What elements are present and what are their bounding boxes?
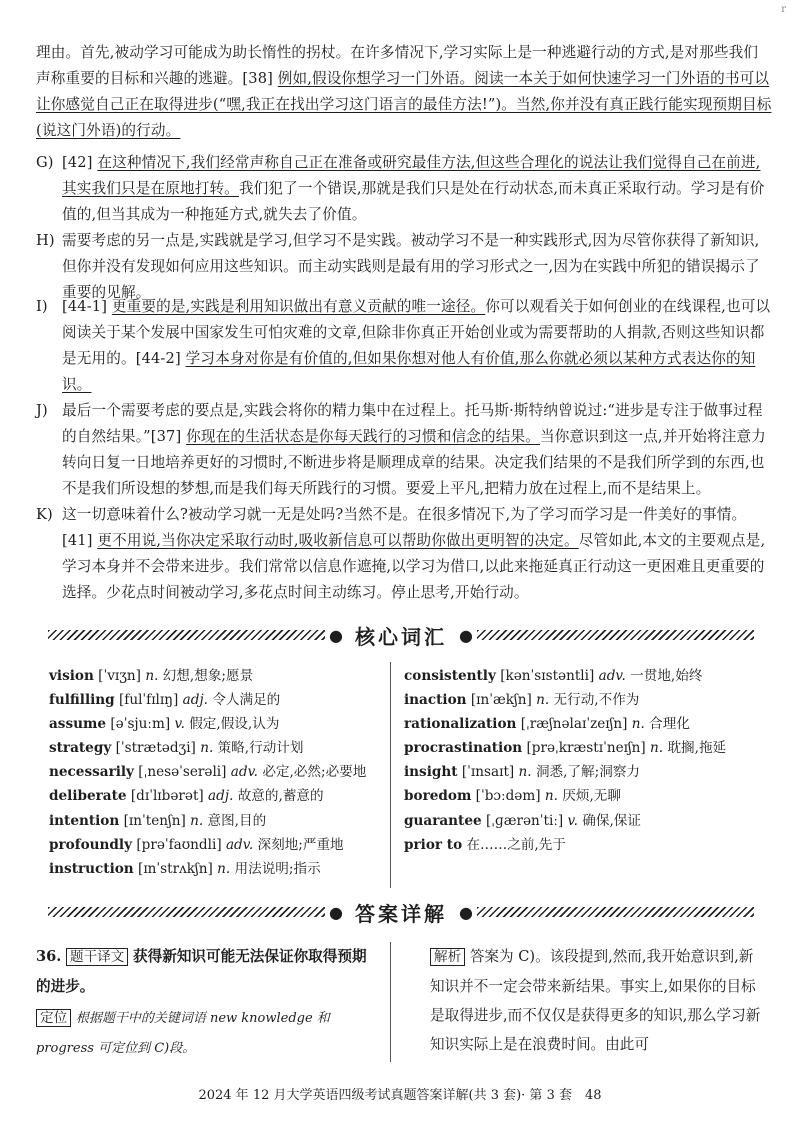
corner-mark: r: [781, 4, 786, 15]
vocab-meaning: 一贯地,始终: [630, 668, 703, 684]
vocab-entry: [404, 784, 764, 808]
vocab-entry: [49, 857, 379, 881]
vocab-entry: [49, 833, 379, 857]
paragraph-label: K): [36, 506, 53, 523]
vocab-phonetic: [əˈsjuːm]: [110, 716, 171, 733]
vocab-word: boredom: [404, 788, 472, 805]
text-segment: 理由。首先,被动学习可能成为助长惰性的拐杖。在许多情况下,学习实际上是一种逃避行动的方式,是对那些我们声称重要的目标和兴趣的逃避。[38]: [36, 44, 759, 87]
vocab-phonetic: [ˌræʃnəlaɪˈzeɪʃn]: [520, 716, 628, 733]
paragraph-i: [36, 294, 774, 398]
vocab-meaning: 用法说明;指示: [234, 860, 321, 877]
answer-analysis-column: [430, 942, 762, 1059]
vocab-word: vision: [49, 668, 94, 684]
vocab-phonetic: [ˈbɔːdəm]: [475, 788, 541, 805]
vocab-pos: n.: [631, 716, 645, 733]
vocab-phonetic: [ˈɪnsaɪt]: [461, 764, 515, 781]
paragraph-k: [36, 502, 774, 606]
vocab-word: profoundly: [49, 836, 132, 853]
bullet-icon: ●: [329, 625, 343, 645]
answer-locate: [36, 1003, 376, 1063]
vocab-word: procrastination: [404, 740, 523, 757]
vocab-section-header: [48, 622, 754, 648]
text-segment: 最后一个需要考虑的要点是,实践会将你的精力集中在过程上。托马斯·斯特纳曾说过:“进步是专注于做事过程的自然结果。”[37]: [62, 402, 763, 445]
analysis-text: 答案为 C)。该段提到,然而,我开始意识到,新知识并不一定会带来新结果。事实上,如果你的目标是取得进步,而不仅仅是获得更多的知识,那么学习新知识实际上是在浪费时间。由此可: [430, 948, 761, 1053]
vocab-meaning: 确保,保证: [582, 812, 641, 829]
vocab-phonetic: [kənˈsɪstəntli]: [500, 668, 595, 684]
tag-translation: 题干译文: [66, 948, 128, 966]
vocab-meaning: 厌烦,无聊: [562, 788, 621, 805]
vocab-entry: [404, 688, 764, 712]
vocab-meaning: 意图,目的: [207, 812, 267, 829]
underlined-sentence: 学习本身对你是有价值的,但如果你想对他人有价值,那么你就必须以某种方式表达你的知识。: [62, 350, 756, 393]
paragraph-label: G): [36, 154, 54, 171]
paragraph-g: [36, 150, 774, 228]
answer-question-column: [36, 942, 376, 1063]
underlined-sentence: 例如,假设你想学习一门外语。阅读一本关于如何快速学习一门外语的书可以让你感觉自己正在取得进步(“嘿,我正在找出学习这门语言的最佳方法!”)。当然,你并没有真正践行能实现预期目标(说这门外语)的行动。: [36, 70, 772, 139]
vocab-phonetic: [ˌnesəˈserəli]: [138, 764, 227, 781]
vocab-phonetic: [prəˌkræstɪˈneɪʃn]: [526, 740, 646, 757]
vocab-phonetic: [dɪˈlɪbərət]: [130, 788, 204, 805]
underlined-sentence: 更不用说,当你决定采取行动时,吸收新信息可以帮助你做出更明智的决定。: [97, 532, 579, 549]
vocab-pos: n.: [200, 740, 214, 757]
vocab-phonetic: [ˈvɪʒn]: [98, 668, 141, 684]
vocab-entry: [49, 664, 379, 688]
vocab-entry: [49, 784, 379, 808]
vocab-pos: v.: [174, 716, 185, 733]
page-footer: 2024 年 12 月大学英语四级考试真题答案详解(共 3 套)· 第 3 套 48: [198, 1088, 602, 1103]
vocab-pos: n.: [518, 764, 532, 781]
vocab-column-divider: [390, 662, 391, 888]
vocab-pos: n.: [217, 860, 231, 877]
answer-section-header: [48, 899, 754, 925]
vocab-meaning: 必定,必然;必要地: [262, 764, 367, 781]
locate-text: 根据题干中的关键词语 new knowledge 和 progress 可定位到 C)段。: [36, 1011, 330, 1056]
vocab-meaning: 策略,行动计划: [217, 740, 304, 757]
hatch-divider-left: [48, 630, 325, 640]
vocab-phonetic: [ɪnˈstrʌkʃn]: [138, 860, 213, 877]
text-segment: 这一切意味着什么?被动学习就一无是处吗?当然不是。在很多情况下,为了学习而学习是一件美好的事情。[41]: [62, 506, 747, 549]
vocab-meaning: 故意的,蓄意的: [237, 788, 324, 805]
text-segment: 我们犯了一个错误,那就是我们只是处在行动状态,而未真正采取行动。学习是有价值的,但当其成为一种拖延方式,就失去了价值。: [62, 180, 765, 223]
vocab-word: necessarily: [49, 764, 134, 781]
paragraph-intro: [36, 40, 772, 144]
question-number: 36.: [36, 948, 62, 965]
vocab-entry: [49, 736, 379, 760]
tag-analysis: 解析: [430, 948, 465, 966]
vocab-list-right: [404, 664, 764, 857]
vocab-word: instruction: [49, 860, 134, 877]
vocab-phonetic: [ˌɡærənˈtiː]: [485, 812, 564, 829]
paragraph-label: H): [36, 232, 55, 249]
text-segment: 尽管如此,本文的主要观点是,学习本身并不会带来进步。我们常常以信息作遮掩,以学习为借口,以此来拖延真正行动这一更困难且更重要的选择。少花点时间被动学习,多花点时间主动练习。停止思考,开始行动。: [62, 532, 766, 601]
vocab-meaning: 无行动,不作为: [553, 692, 640, 709]
text-segment: 你可以观看关于如何创业的在线课程,也可以阅读关于某个发展中国家发生可怕灾难的文章,但除非你真正开始创业或为需要帮助的人捐款,否则这些知识都是无用的。[44-2]: [62, 298, 771, 367]
vocab-pos: v.: [567, 812, 578, 829]
vocab-word: guarantee: [404, 812, 482, 829]
tag-locate: 定位: [36, 1009, 71, 1027]
vocab-phonetic: [ˈstrætədʒi]: [115, 740, 196, 757]
vocab-pos: adj.: [208, 788, 234, 805]
vocab-phonetic: [prəˈfaʊndli]: [136, 836, 222, 853]
vocab-meaning: 深刻地;严重地: [257, 836, 344, 853]
vocab-entry: [49, 809, 379, 833]
vocab-entry: [404, 809, 764, 833]
underlined-sentence: 在这种情况下,我们经常声称自己正在准备或研究最佳方法,但这些合理化的说法让我们觉得自己在前进,其实我们只是在原地打转。: [62, 154, 761, 197]
vocab-word: rationalization: [404, 716, 517, 733]
translation-text: 获得新知识可能无法保证你取得预期的进步。: [36, 948, 367, 995]
answer-section-title: 答案详解: [355, 901, 447, 926]
bullet-icon: ●: [329, 902, 343, 922]
vocab-word: intention: [49, 812, 120, 829]
vocab-entry: [49, 712, 379, 736]
vocab-entry: [404, 736, 764, 760]
vocab-meaning: 耽搁,拖延: [667, 740, 727, 757]
vocab-pos: n.: [544, 788, 558, 805]
vocab-meaning: 合理化: [649, 716, 690, 733]
vocab-pos: n.: [145, 668, 159, 684]
vocab-phonetic: [ɪnˈtenʃn]: [123, 812, 186, 829]
vocab-word: fulfilling: [49, 692, 115, 709]
text-segment: 当你意识到这一点,并开始将注意力转向日复一日地培养更好的习惯时,不断进步将是顺理成章的结果。决定我们结果的不是我们所学到的东西,也不是我们所设想的梦想,而是我们每天所践行的习惯。要爱上平凡,把精力放在过程上,而不是结果上。: [62, 428, 766, 497]
vocab-list-left: [49, 664, 379, 881]
answer-column-divider: [390, 942, 391, 1062]
vocab-word: prior to: [404, 836, 463, 853]
vocab-word: inaction: [404, 692, 467, 709]
vocab-entry: [49, 688, 379, 712]
text-segment: [42]: [62, 154, 98, 171]
vocab-pos: n.: [536, 692, 550, 709]
vocab-word: assume: [49, 716, 107, 733]
underlined-sentence: 更重要的是,实践是利用知识做出有意义贡献的唯一途径。: [111, 298, 486, 315]
paragraph-label: J): [36, 402, 48, 419]
vocab-phonetic: [fulˈfɪlɪŋ]: [119, 692, 179, 709]
vocab-meaning: 洞悉,了解;洞察力: [535, 764, 641, 781]
vocab-meaning: 令人满足的: [212, 692, 281, 709]
vocab-word: deliberate: [49, 788, 127, 805]
paragraph-label: I): [36, 298, 48, 315]
text-segment: [44-1]: [62, 298, 112, 315]
vocab-word: strategy: [49, 740, 112, 757]
vocab-meaning: 假定,假设,认为: [189, 716, 280, 733]
vocab-pos: adv.: [230, 764, 258, 781]
vocab-pos: adv.: [598, 668, 626, 684]
vocab-entry: [404, 712, 764, 736]
vocab-meaning: 在……之前,先于: [466, 836, 566, 853]
vocab-section-title: 核心词汇: [355, 624, 447, 649]
text-segment: 需要考虑的另一点是,实践就是学习,但学习不是实践。被动学习不是一种实践形式,因为尽管你获得了新知识,但你并没有发现如何应用这些知识。而主动实践则是最有用的学习形式之一,因为在实践中所犯的错误揭示了重要的见解。: [62, 232, 760, 301]
answer-translation: [36, 942, 376, 1001]
paragraph-j: [36, 398, 774, 502]
underlined-sentence: 你现在的生活状态是你每天践行的习惯和信念的结果。: [186, 428, 540, 445]
hatch-divider-right: [477, 630, 754, 640]
vocab-entry: [404, 833, 764, 857]
vocab-word: consistently: [404, 668, 496, 684]
bullet-icon: ●: [459, 902, 473, 922]
bullet-icon: ●: [459, 625, 473, 645]
vocab-pos: adv.: [225, 836, 254, 853]
vocab-meaning: 幻想,想象;愿景: [162, 668, 254, 684]
vocab-entry: [49, 760, 379, 784]
vocab-pos: n.: [650, 740, 664, 757]
vocab-phonetic: [ɪnˈækʃn]: [470, 692, 532, 709]
vocab-word: insight: [404, 764, 458, 781]
hatch-divider-left: [48, 907, 325, 917]
vocab-entry: [404, 664, 764, 688]
hatch-divider-right: [477, 907, 754, 917]
vocab-pos: n.: [190, 812, 204, 829]
vocab-pos: adj.: [182, 692, 208, 709]
vocab-entry: [404, 760, 764, 784]
